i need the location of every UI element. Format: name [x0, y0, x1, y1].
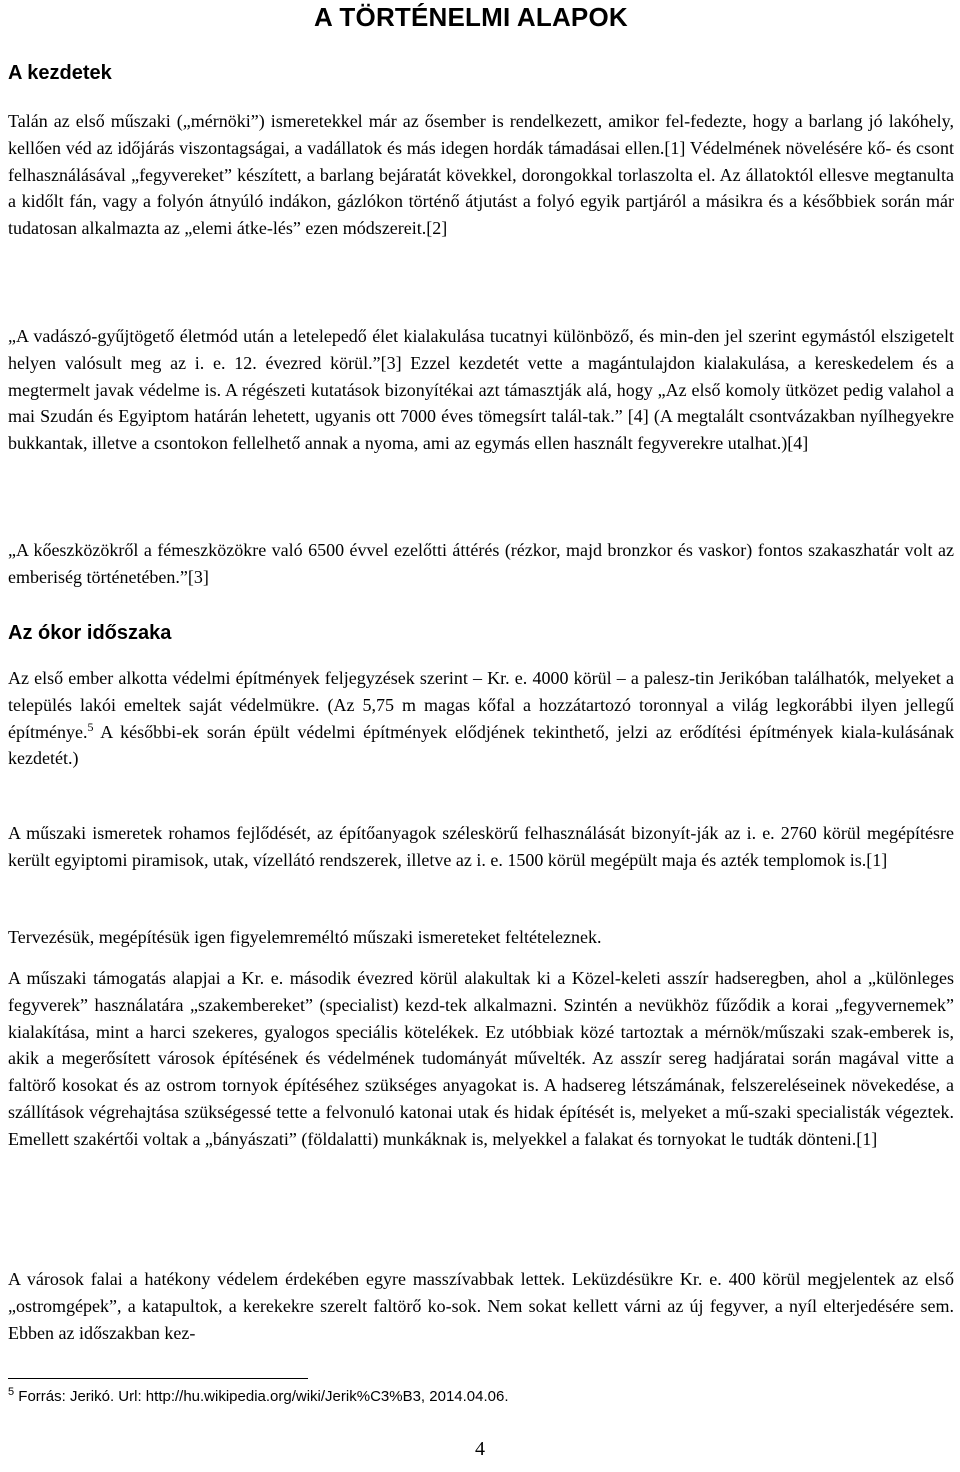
paragraph-jericho	[8, 665, 954, 772]
footnote	[8, 1386, 954, 1408]
paragraph-city-walls: A városok falai a hatékony védelem érdekében egyre masszívabbak lettek. Leküzdésükre Kr. e. 400 körül megjelentek az első „ostromgépek”, a katapultok, a kerekekre szerelt faltörő ko-sok. Nem sokat kellett várni az új fegyver, a nyíl elterjedésére sem. Ebben az időszakban kez-	[8, 1269, 954, 1343]
footnote-mark: 5	[8, 1386, 15, 1398]
paragraph-settlement: „A vadászó-gyűjtögető életmód után a letelepedő élet kialakulása tucatnyi különböző, és min-den jel szerint egymástól elszigetelt helyen valósult meg az i. e. 12. évezred körül.”[3] Ezzel kezdetét vette a magántulajdon kialakulása, a kereskedelem és a megtermelt javak védelme is. A régészeti kutatások bizonyítékai azt támasztják alá, hogy „Az első komoly ütközet pedig valahol a mai Szudán és Egyiptom határán lehetett, ugyanis ott 7000 éves tömegsírt talál-tak.” [4] (A megtalált csontvázakban nyílhegyekre bukkantak, illetve a csontokon fellelhető annak a nyoma, ami az egymás ellen használt fegyverekre utalhat.)[4]	[8, 326, 954, 454]
footnote-divider	[8, 1378, 308, 1379]
paragraph-jericho-part-a: Az első ember alkotta védelmi építmények feljegyzések szerint – Kr. e. 4000 körül – a palesz-tin Jerikóban találhatók, melyeket a település lakói emeltek saját védelmükre. (Az 5,75 m magas kőfal a hozzátartozó toronnyal a világ legkorábbi ilyen jellegű építménye.	[8, 668, 954, 742]
section-heading-okor: Az ókor időszaka	[8, 622, 172, 644]
paragraph-intro-part-b: [1] Védelmének növelésére kő- és csont felhasználásával „fegyvereket” készített, a barlang bejáratát kövekkel, dorongokkal torlaszolta el. Az állatoktól ellesve megtanulta a kidőlt fán, vagy a folyón átnyúló indákon, gázlókon történő átjutást a folyó egyik partjáról a másikra és a későbbiek során már tudatosan alkalmazta az „elemi átke-lés” ezen módszereit.[2]	[8, 137, 954, 239]
footnote-text[interactable]: Forrás: Jerikó. Url: http://hu.wikipedia.org/wiki/Jerik%C3%B3, 2014.04.06.	[14, 1388, 509, 1405]
footnote-reference[interactable]: 5	[87, 719, 94, 734]
page-number: 4	[475, 1438, 485, 1460]
paragraph-pyramids: A műszaki ismeretek rohamos fejlődését, az építőanyagok széleskörű felhasználását bizonyít-ják az i. e. 2760 körül megépítésre került egyiptomi piramisok, utak, vízellátó rendszerek, illetve az i. e. 1500 körül megépült maja és azték templomok is.[1]	[8, 823, 954, 870]
paragraph-intro	[8, 108, 954, 242]
paragraph-design: Tervezésük, megépítésük igen figyelemreméltó műszaki ismereteket feltételeznek.	[8, 927, 602, 947]
paragraph-assyrian-army: A műszaki támogatás alapjai a Kr. e. második évezred körül alakultak ki a Közel-keleti asszír hadseregben, ahol a „különleges fegyverek” használatára „szakembereket” (specialist) kezd-tek alkalmazni. Szintén a nevükhöz fűződik a korai „fegyvernemek” kialakítása, mint a harci szekeres, gyalogos speciális kötelékek. Ez utóbbiak közé tartoztak a mérnök/műszaki szak-emberek is, akik a megerősített városok építésének és védelmének tudományát művelték. Az asszír sereg hadjáratai során magával vitte a faltörő kosokat és az ostrom tornyok építéséhez szükséges anyagokat is. A hadsereg létszámának, felszereléseinek növekedése, a szállítások végrehajtása szükségessé tette a felvonuló katonai utak és hidak építését is, melyeket a mű-szaki specialisták végeztek. Emellett szakértői voltak a „bányászati” (földalatti) munkáknak is, melyekkel a falakat és tornyokat le tudták dönteni.[1]	[8, 968, 954, 1149]
paragraph-intro-part-a: Talán az első műszaki („mérnöki”) ismeretekkel már az ősember is rendelkezett, amikor fel-fedezte, hogy a barlang jó lakóhely, kellően véd az időjárás viszontagságai, a vadállatok és más idegen hordák támadásai ellen.	[8, 111, 954, 158]
paragraph-metal-tools: „A kőeszközökről a fémeszközökre való 6500 évvel ezelőtti áttérés (rézkor, majd bronzkor és vaskor) fontos szakaszhatár volt az emberiség történetében.”[3]	[8, 540, 954, 587]
paragraph-jericho-part-b: A későbbi-ek során épült védelmi építmények elődjének tekinthető, jelzi az erődítési építmények kiala-kulásának kezdetét.)	[8, 721, 954, 769]
section-heading-kezdetek: A kezdetek	[8, 62, 112, 84]
running-header-title: A TÖRTÉNELMI ALAPOK	[314, 2, 628, 32]
